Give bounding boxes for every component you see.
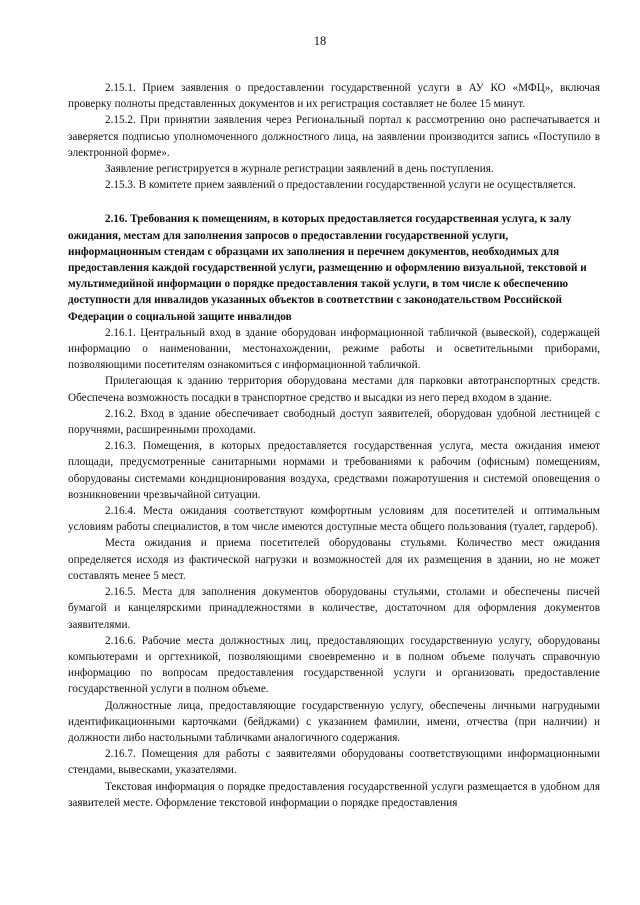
paragraph-2-16-1: 2.16.1. Центральный вход в здание оборудован информационной табличкой (вывеской), содержащей информацию о наименовании, местонахождении, режиме работы и осветительными приборами, позволяющими посетителям ознакомиться с информационной табличкой.: [68, 326, 600, 372]
document-body: [68, 80, 600, 811]
paragraph-registration: Заявление регистрируется в журнале регистрации заявлений в день поступления.: [105, 163, 494, 176]
paragraph-waiting-seats: Места ожидания и приема посетителей оборудованы стульями. Количество мест ожидания определяется исходя из фактической нагрузки и возможностей для их размещения в здании, но не может составлять менее 5 мест.: [68, 537, 600, 582]
paragraph-parking: Прилегающая к зданию территория оборудована местами для парковки автотранспортных средств. Обеспечена возможность посадки в транспортное средство и высадки из него перед входом в здание.: [68, 375, 600, 404]
paragraph-2-16-2: 2.16.2. Вход в здание обеспечивает свободный доступ заявителей, оборудован удобной лестницей с поручнями, расширенными проходами.: [68, 407, 600, 437]
paragraph-text-info: Текстовая информация о порядке предоставления государственной услуги размещается в удобном для заявителей месте. Оформление текстовой информации о порядке предоставления: [68, 780, 600, 809]
section-heading-text: 2.16. Требования к помещениям, в которых предоставляется государственная услуга, к залу ожидания, местам для заполнения запросов о предоставлении государственной услуги, информационным стендам с образцами их заполнения и перечнем документов, необходимых для предоставления каждой государственной услуги, размещению и оформлению визуальной, текстовой и мультимедийной информации о порядке предоставления такой услуги, в том числе к обеспечению доступности для инвалидов указанных объектов в соответствии с законодательством Российской Федерации о социальной защите инвалидов: [68, 213, 587, 323]
paragraph-2-15-1: 2.15.1. Прием заявления о предоставлении государственной услуги в АУ КО «МФЦ», включая проверку полноты представленных документов и их регистрация составляет не более 15 минут.: [68, 82, 600, 111]
paragraph-badges: Должностные лица, предоставляющие государственную услугу, обеспечены личными нагрудными идентификационными карточками (бейджами) с указанием фамилии, имени, отчества (при наличии) и должности либо настольными табличками аналогичного содержания.: [68, 699, 600, 744]
paragraph-2-16-7: 2.16.7. Помещения для работы с заявителями оборудованы соответствующими информационными стендами, вывесками, указателями.: [68, 748, 600, 777]
paragraph-2-15-3: 2.15.3. В комитете прием заявлений о предоставлении государственной услуги не осуществляется.: [105, 179, 576, 192]
page-number: 18: [313, 34, 327, 48]
paragraph-2-16-5: 2.16.5. Места для заполнения документов оборудованы стульями, столами и обеспечены писчей бумагой и канцелярскими принадлежностями в количестве, достаточном для оформления документов заявителями.: [68, 586, 600, 631]
paragraph-2-16-4: 2.16.4. Места ожидания соответствуют комфортным условиям для посетителей и оптимальным условиям работы специалистов, в том числе имеются доступные места общего пользования (туалет, гардероб).: [68, 505, 600, 534]
paragraph-2-16-6: 2.16.6. Рабочие места должностных лиц, предоставляющих государственную услугу, оборудованы компьютерами и оргтехникой, позволяющими своевременно и в полном объеме получать справочную информацию по вопросам предоставления государственной услуги и организовать предоставление государственной услуги в полном объеме.: [68, 634, 600, 696]
paragraph-2-16-3: 2.16.3. Помещения, в которых предоставляется государственная услуга, места ожидания имеют площади, предусмотренные санитарными нормами и требованиями к рабочим (офисным) помещениям, оборудованы системами кондиционирования воздуха, средствами пожаротушения и системой оповещения о возникновении чрезвычайной ситуации.: [68, 440, 600, 501]
paragraph-2-15-2: 2.15.2. При принятии заявления через Региональный портал к рассмотрению оно распечатывается и заверяется подписью уполномоченного должностного лица, на заявлении производится запись «Поступило в электронной форме».: [68, 114, 600, 159]
section-heading-2-16: [68, 211, 600, 324]
